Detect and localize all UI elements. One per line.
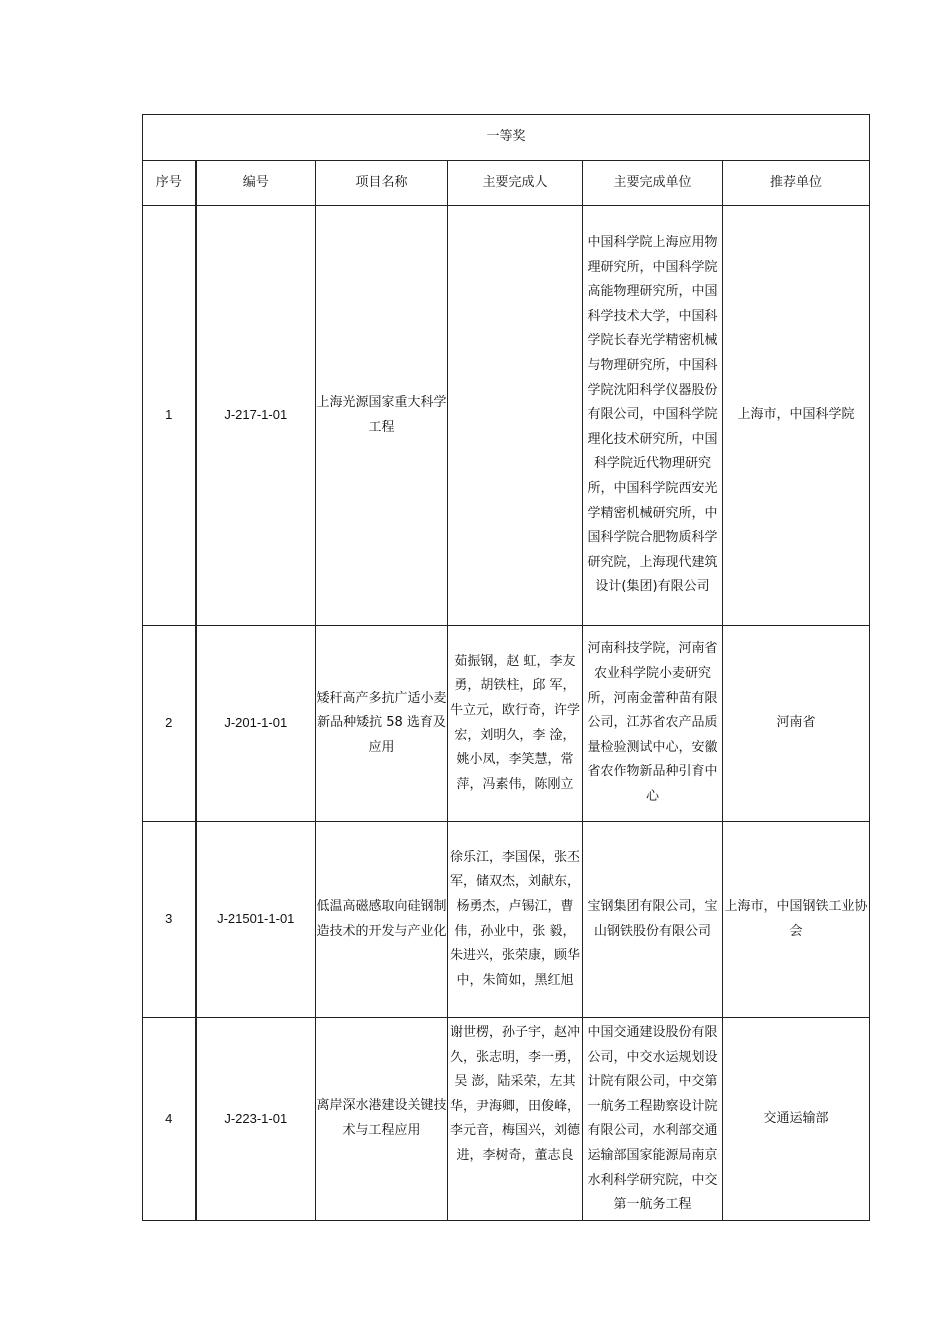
row-recommender: 上海市，中国钢铁工业协会 — [723, 822, 870, 1018]
row-recommender: 河南省 — [723, 626, 870, 822]
award-level-title: 一等奖 — [143, 115, 870, 161]
row-units: 河南科技学院，河南省农业科学院小麦研究所，河南金蕾种苗有限公司，江苏省农产品质量检验测试中心，安徽省农作物新品种引育中心 — [583, 626, 723, 822]
header-index: 序号 — [143, 161, 196, 206]
row-code: J-21501-1-01 — [196, 822, 316, 1018]
row-people: 谢世楞，孙子宇，赵冲久，张志明，李一勇，吴 澎，陆采荣，左其华，尹海卿，田俊峰，李元音，梅国兴，刘德进，李树奇，董志良 — [448, 1018, 583, 1221]
row-project: 上海光源国家重大科学工程 — [316, 206, 448, 626]
row-recommender: 交通运输部 — [723, 1018, 870, 1221]
row-units: 宝钢集团有限公司，宝山钢铁股份有限公司 — [583, 822, 723, 1018]
row-project: 低温高磁感取向硅钢制造技术的开发与产业化 — [316, 822, 448, 1018]
row-units: 中国交通建设股份有限公司，中交水运规划设计院有限公司，中交第一航务工程勘察设计院有限公司，水利部交通运输部国家能源局南京水利科学研究院，中交第一航务工程 — [583, 1018, 723, 1221]
row-units: 中国科学院上海应用物理研究所，中国科学院高能物理研究所，中国科学技术大学，中国科学院长春光学精密机械与物理研究所，中国科学院沈阳科学仪器股份有限公司，中国科学院理化技术研究所，中国科学院近代物理研究所，中国科学院西安光学精密机械研究所，中国科学院合肥物质科学研究院，上海现代建筑设计(集团)有限公司 — [583, 206, 723, 626]
row-code: J-217-1-01 — [196, 206, 316, 626]
row-people: 徐乐江，李国保，张丕军，储双杰，刘献东，杨勇杰，卢锡江，曹 伟，孙业中，张 毅，朱进兴，张荣康，顾华中，朱简如，黑红旭 — [448, 822, 583, 1018]
row-people — [448, 206, 583, 626]
header-row — [143, 161, 870, 206]
row-project: 离岸深水港建设关键技术与工程应用 — [316, 1018, 448, 1221]
row-people: 茹振钢，赵 虹，李友勇，胡铁柱，邱 军，牛立元，欧行奇，许学宏，刘明久，李 淦，姚小凤，李笑慧，常 萍，冯素伟，陈刚立 — [448, 626, 583, 822]
header-people: 主要完成人 — [448, 161, 583, 206]
row-code: J-223-1-01 — [196, 1018, 316, 1221]
header-recommender: 推荐单位 — [723, 161, 870, 206]
row-code: J-201-1-01 — [196, 626, 316, 822]
row-index: 2 — [143, 626, 196, 822]
header-units: 主要完成单位 — [583, 161, 723, 206]
table-row — [143, 626, 870, 822]
header-code: 编号 — [196, 161, 316, 206]
award-table — [142, 114, 870, 1221]
row-project: 矮秆高产多抗广适小麦新品种矮抗 58 选育及应用 — [316, 626, 448, 822]
row-index: 1 — [143, 206, 196, 626]
table-row — [143, 822, 870, 1018]
row-index: 4 — [143, 1018, 196, 1221]
header-project: 项目名称 — [316, 161, 448, 206]
row-index: 3 — [143, 822, 196, 1018]
table-row — [143, 1018, 870, 1221]
row-recommender: 上海市，中国科学院 — [723, 206, 870, 626]
table-row — [143, 206, 870, 626]
